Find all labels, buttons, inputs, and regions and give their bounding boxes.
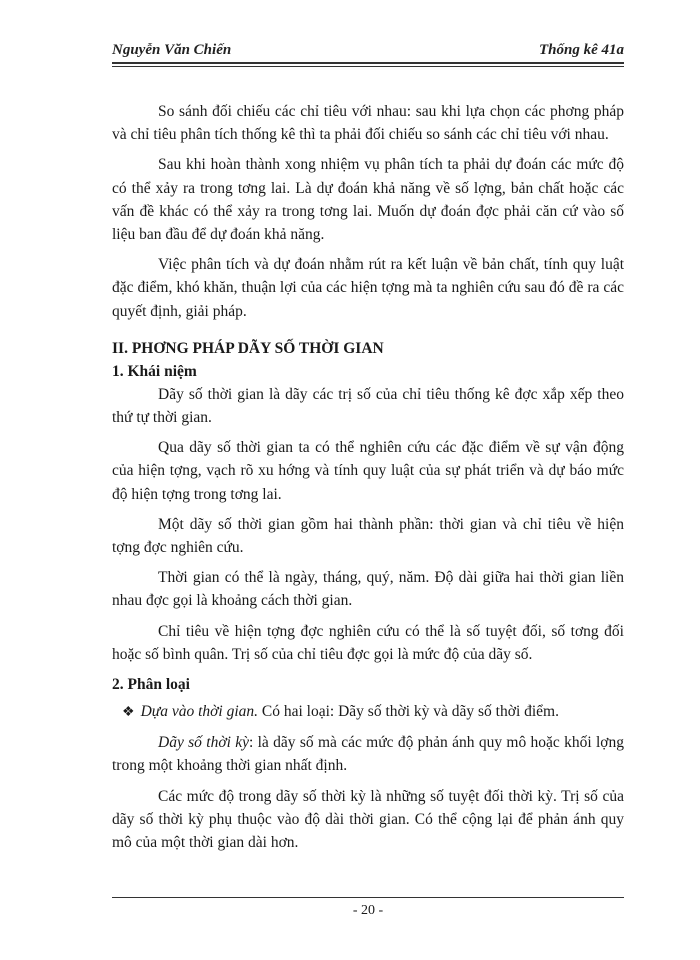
bullet-text: Có hai loại: Dãy số thời kỳ và dãy số thời điểm.	[258, 703, 559, 721]
paragraph-comparison: So sánh đối chiếu các chỉ tiêu với nhau: sau khi lựa chọn các phơng pháp và chỉ tiêu phân tích thống kê thì ta phải đối chiếu so sánh các chỉ tiêu với nhau.	[112, 103, 624, 144]
bullet-italic-label: Dựa vào thời gian.	[140, 703, 259, 721]
header-rule-thick	[112, 62, 624, 64]
period-series-definition: : là dãy số mà các mức độ phản ánh quy mô hoặc khối lợng trong một khoảng thời gian nhất định.	[112, 734, 625, 775]
paragraph-indicator: Chỉ tiêu về hiện tợng đợc nghiên cứu có thể là số tuyệt đối, số tơng đối hoặc số bình quân. Trị số của chỉ tiêu đợc gọi là mức độ của dãy số.	[112, 622, 624, 663]
subsection-heading-classification: 2. Phân loại	[112, 676, 190, 694]
diamond-bullet-icon: ❖	[122, 705, 135, 721]
period-series-term: Dãy số thời kỳ	[158, 734, 249, 752]
paragraph-period-levels: Các mức độ trong dãy số thời kỳ là những số tuyệt đối thời kỳ. Trị số của dãy số thời kỳ phụ thuộc vào độ dài thời gian. Có thể cộng lại để phản ánh quy mô của một thời gian dài hơn.	[112, 787, 624, 852]
paragraph-forecast: Sau khi hoàn thành xong nhiệm vụ phân tích ta phải dự đoán các mức độ có thể xảy ra trong tơng lai. Là dự đoán khả năng về số lợng, bản chất hoặc các vấn đề khác có thể xảy ra trong tơng lai. Muốn dự đoán đợc phải căn cứ vào số liệu ban đầu để dự đoán khả năng.	[112, 156, 624, 244]
paragraph-period-series	[112, 731, 624, 777]
page-header	[112, 42, 624, 62]
page-number: - 20 -	[352, 903, 384, 918]
header-author: Nguyễn Văn Chiến	[112, 42, 232, 58]
paragraph-definition: Dãy số thời gian là dãy các trị số của chỉ tiêu thống kê đợc xắp xếp theo thứ tự thời gian.	[112, 385, 624, 427]
paragraph-study: Qua dãy số thời gian ta có thể nghiên cứu các đặc điểm về sự vận động của hiện tợng, vạch rõ xu hớng và tính quy luật của sự phát triển và dự báo mức độ hiện tợng trong tơng lai.	[112, 439, 624, 503]
paragraph-time: Thời gian có thể là ngày, tháng, quý, năm. Độ dài giữa hai thời gian liền nhau đợc gọi là khoảng cách thời gian.	[112, 569, 624, 610]
header-rule-thin	[112, 66, 624, 67]
page-content	[112, 100, 624, 861]
section-heading: II. PHƠNG PHÁP DÃY SỐ THỜI GIAN	[112, 339, 384, 357]
footer-rule	[112, 897, 624, 898]
subsection-heading-concept: 1. Khái niệm	[112, 362, 197, 380]
header-course: Thống kê 41a	[538, 42, 624, 58]
paragraph-components: Một dãy số thời gian gồm hai thành phần: thời gian và chỉ tiêu về hiện tợng đợc nghiên cứu.	[112, 515, 624, 557]
bullet-item-time-based	[122, 700, 624, 724]
paragraph-conclusion: Việc phân tích và dự đoán nhằm rút ra kết luận về bản chất, tính quy luật đặc điểm, khó khăn, thuận lợi của các hiện tợng mà ta nghiên cứu sau đó đề ra các quyết định, giải pháp.	[112, 256, 624, 320]
